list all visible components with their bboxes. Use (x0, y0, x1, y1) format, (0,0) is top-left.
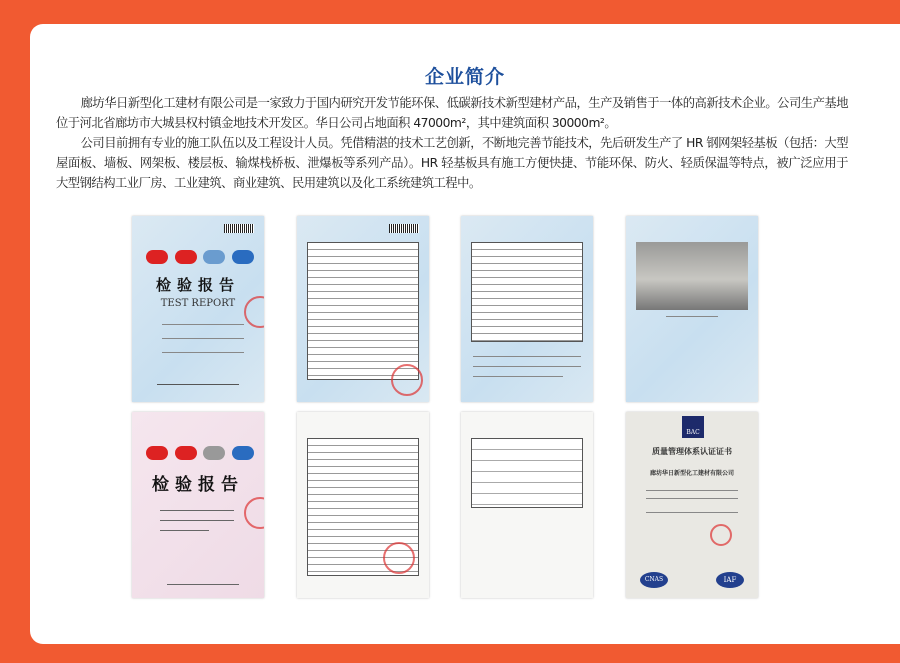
report-subtitle: TEST REPORT (160, 298, 236, 309)
test-data-page-image (461, 216, 593, 402)
bac-logo: BAC (682, 416, 704, 438)
test-report-page-image (297, 216, 429, 402)
page-title: 企业简介 (424, 66, 505, 88)
red-stamp (391, 364, 423, 396)
test-report-cover-image (132, 412, 264, 598)
cnas-logo: CNAS (640, 572, 668, 588)
certification-logos (146, 250, 254, 264)
data-table (471, 242, 583, 342)
data-table (471, 438, 583, 508)
iaf-logo: IAF (716, 572, 744, 588)
report-title: 检验报告 (155, 276, 240, 294)
barcode (224, 224, 254, 233)
inspection-data-page-image (461, 412, 593, 598)
intro-paragraph: 公司目前拥有专业的施工队伍以及工程设计人员。凭借精湛的技术工艺创新，不断地完善节能技术，先后研发生产了 HR 钢网架轻基板（包括：大型屋面板、墙板、网架板、楼层板、输煤栈桥板、泄爆板等系列产品）。HR 轻基板具有施工方便快捷、节能环保、防火、轻质保温等特点，被广泛应用于大型钢结构工业厂房、工业建筑、商业建筑、民用建筑以及化工系统建筑工程中。 (56, 136, 848, 190)
test-photo-page-image (626, 216, 758, 402)
red-stamp (710, 524, 732, 546)
intro-paragraph: 廊坊华日新型化工建材有限公司是一家致力于国内研究开发节能环保、低碳新技术新型建材产品，生产及销售于一体的高新技术企业。公司生产基地位于河北省廊坊市大城县权村镇金地技术开发区。华日公司占地面积 47000m²，其中建筑面积 30000m²。 (56, 96, 848, 130)
quality-certificate-image (626, 412, 758, 598)
report-table (307, 242, 419, 380)
certificate-company: 廊坊华日新型化工建材有限公司 (649, 470, 734, 477)
red-stamp (383, 542, 415, 574)
certificate-title: 质量管理体系认证证书 (652, 446, 732, 456)
red-stamp (244, 497, 264, 529)
product-photo (636, 242, 748, 310)
red-stamp (244, 296, 264, 328)
inspection-report-page-image (297, 412, 429, 598)
certification-logos (146, 446, 254, 460)
test-report-cover-image (132, 216, 264, 402)
company-intro (56, 93, 848, 193)
report-title: 检验报告 (152, 475, 244, 495)
